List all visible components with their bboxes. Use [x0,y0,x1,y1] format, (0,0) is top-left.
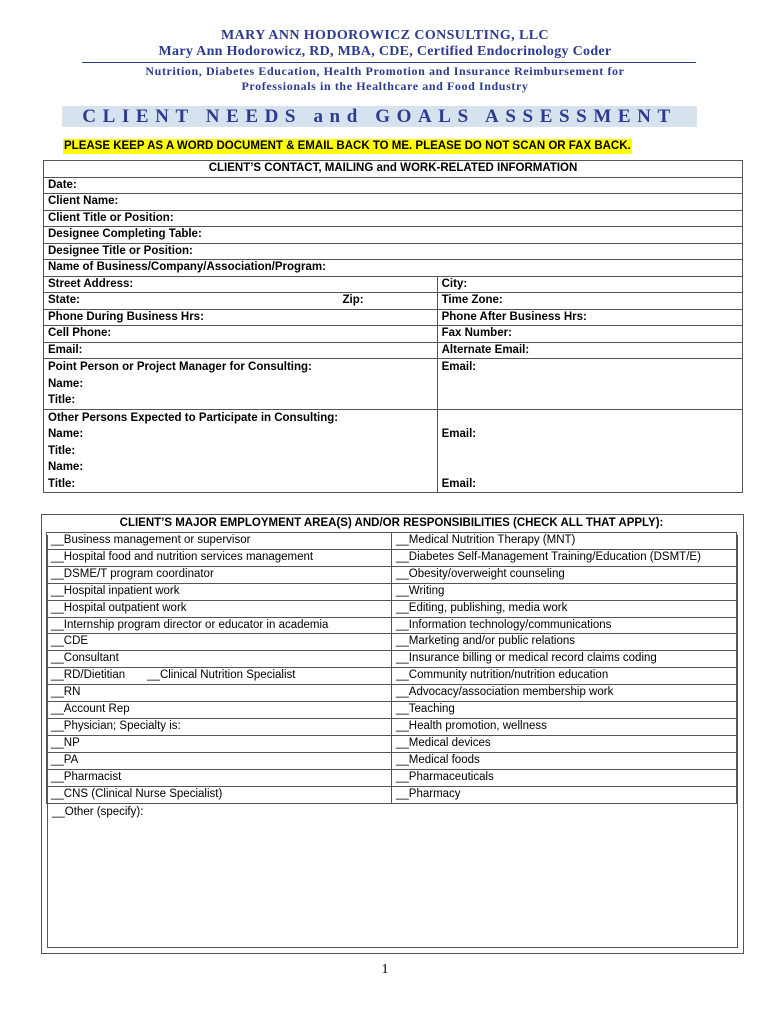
checklist-item-left[interactable] [47,668,392,685]
other-title-2: Title: [48,477,76,490]
table-row [47,600,737,617]
contact-section-heading: CLIENT’S CONTACT, MAILING and WORK-RELATED INFORMATION [44,161,743,178]
table-row [47,533,737,550]
email-field[interactable]: Email: [44,342,438,359]
checklist-item-left[interactable] [47,651,392,668]
point-person-email-cell[interactable] [437,359,742,410]
checklist-item-left[interactable] [47,685,392,702]
other-name-1: Name: [48,428,84,440]
form-title: CLIENT NEEDS and GOALS ASSESSMENT [62,106,697,127]
checklist-item-left[interactable] [47,600,392,617]
checklist-item-left[interactable] [47,617,392,634]
table-row [47,651,737,668]
checklist-item-right[interactable]: __Pharmacy [392,786,737,803]
checklist-item-left[interactable] [47,566,392,583]
business-phone-field[interactable]: Phone During Business Hrs: [44,309,438,326]
checklist-item-left[interactable] [47,702,392,719]
checklist-item-right[interactable]: __Diabetes Self-Management Training/Education (DSMT/E) [392,549,737,566]
checklist-label: __Consultant [51,652,119,665]
checklist-label: __Hospital outpatient work [51,601,187,614]
checklist-label: __PA [51,753,79,766]
checklist-item-right[interactable]: __Medical foods [392,752,737,769]
state-zip-cell[interactable] [44,293,438,310]
checklist-item-left[interactable] [47,533,392,550]
table-row [47,752,737,769]
other-persons-label: Other Persons Expected to Participate in Consulting: [48,411,339,424]
time-zone-field[interactable]: Time Zone: [437,293,742,310]
fax-field[interactable]: Fax Number: [437,326,742,343]
zip-field: Zip: [342,294,364,306]
checklist-item-left[interactable] [47,735,392,752]
other-email-1: Email: [441,428,477,440]
after-hours-phone-field[interactable]: Phone After Business Hrs: [437,309,742,326]
instructions-notice: PLEASE KEEP AS A WORD DOCUMENT & EMAIL BACK TO ME. PLEASE DO NOT SCAN OR FAX BACK. [64,140,631,152]
checklist-item-right[interactable]: __Advocacy/association membership work [392,685,737,702]
table-row [47,634,737,651]
alternate-email-field[interactable]: Alternate Email: [437,342,742,359]
other-title-1: Title: [48,444,76,457]
table-row [47,566,737,583]
table-row [47,786,737,803]
checklist-item-right[interactable]: __Obesity/overweight counseling [392,566,737,583]
checklist-label: __Hospital inpatient work [51,584,180,597]
checklist-item-right[interactable]: __Community nutrition/nutrition education [392,668,737,685]
table-row [47,769,737,786]
other-persons-email-cell[interactable] [437,409,742,493]
checklist-item-right[interactable]: __Medical Nutrition Therapy (MNT) [392,533,737,550]
checklist-item-left[interactable] [47,549,392,566]
checklist-label: __RD/Dietitian [51,669,126,682]
services-line-2: Professionals in the Healthcare and Food Industry [241,79,529,93]
consultant-name: Mary Ann Hodorowicz, RD, MBA, CDE, Certified Endocrinology Coder [158,44,612,59]
employment-checklist-table [46,532,737,804]
checklist-item-right[interactable]: __Teaching [392,702,737,719]
checklist-item-right[interactable]: __Editing, publishing, media work [392,600,737,617]
checklist-item-right[interactable]: __Medical devices [392,735,737,752]
point-person-cell[interactable] [44,359,438,410]
checklist-label: __Hospital food and nutrition services management [51,550,314,563]
checklist-item-left[interactable] [47,583,392,600]
checklist-item-right[interactable]: __Writing [392,583,737,600]
point-person-title: Title: [48,394,76,406]
business-name-field[interactable]: Name of Business/Company/Association/Program: [44,260,743,277]
checklist-item-left[interactable] [47,769,392,786]
other-name-2: Name: [48,461,84,473]
checklist-item-right[interactable]: __Marketing and/or public relations [392,634,737,651]
checklist-item-right[interactable]: __Health promotion, wellness [392,718,737,735]
other-persons-cell[interactable] [44,409,438,493]
point-person-email: Email: [441,361,477,373]
services-line-1: Nutrition, Diabetes Education, Health Promotion and Insurance Reimbursement for [145,64,625,78]
checklist-label: __NP [51,736,80,749]
city-field[interactable]: City: [437,276,742,293]
checklist-item-right[interactable]: __Information technology/communications [392,617,737,634]
point-person-label: Point Person or Project Manager for Consulting: [48,361,312,373]
company-name: MARY ANN HODOROWICZ CONSULTING, LLC [221,28,549,43]
table-row [47,617,737,634]
header-divider [82,62,696,63]
table-row [47,549,737,566]
checklist-label: __DSME/T program coordinator [51,567,214,580]
checklist-label: __Physician; Specialty is: [51,719,181,732]
checklist-item-right[interactable]: __Insurance billing or medical record claims coding [392,651,737,668]
designee-title-field[interactable]: Designee Title or Position: [44,243,743,260]
checklist-label-extra: __Clinical Nutrition Specialist [147,669,296,682]
contact-info-table [43,160,743,493]
page-number: 1 [381,962,389,977]
date-field[interactable]: Date: [44,177,743,194]
table-row [47,668,737,685]
client-title-field[interactable]: Client Title or Position: [44,210,743,227]
street-address-field[interactable]: Street Address: [44,276,438,293]
checklist-label: __Internship program director or educator in academia [51,618,329,631]
other-specify-field[interactable]: __Other (specify): [52,806,144,818]
point-person-name: Name: [48,377,84,390]
table-row [47,583,737,600]
checklist-label: __CNS (Clinical Nurse Specialist) [51,787,223,800]
checklist-label: __Pharmacist [51,770,122,783]
checklist-item-left[interactable] [47,786,392,803]
state-field: State: [48,294,80,306]
employment-section-heading: CLIENT’S MAJOR EMPLOYMENT AREA(S) AND/OR RESPONSIBILITIES (CHECK ALL THAT APPLY): [119,517,664,529]
other-email-2: Email: [441,477,477,490]
checklist-label: __CDE [51,635,89,648]
table-row [47,718,737,735]
table-row [47,735,737,752]
checklist-item-left[interactable] [47,718,392,735]
table-row [47,702,737,719]
checklist-label: __Business management or supervisor [51,534,251,546]
checklist-item-right[interactable]: __Pharmaceuticals [392,769,737,786]
checklist-item-left[interactable] [47,634,392,651]
checklist-label: __RN [51,686,81,699]
client-name-field[interactable]: Client Name: [44,194,743,211]
checklist-item-left[interactable] [47,752,392,769]
checklist-label: __Account Rep [51,703,130,716]
cell-phone-field[interactable]: Cell Phone: [44,326,438,343]
table-row [47,685,737,702]
designee-field[interactable]: Designee Completing Table: [44,227,743,244]
